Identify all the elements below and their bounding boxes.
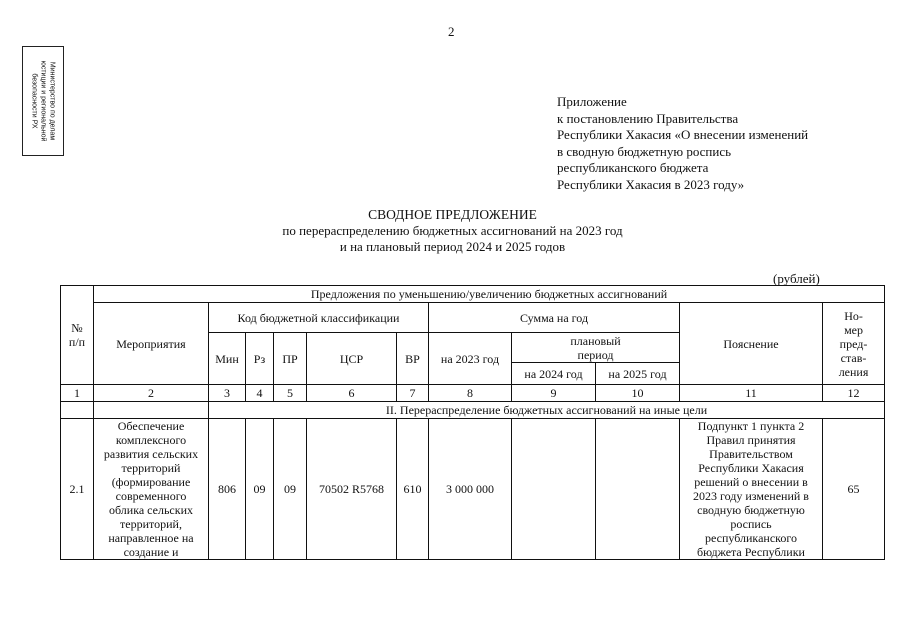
column-number-cell: 9 [512, 385, 596, 402]
appendix-line: республиканского бюджета [557, 160, 709, 175]
appendix-line: Приложение [557, 94, 627, 109]
header-note: Пояснение [680, 303, 823, 385]
budget-table [60, 285, 885, 560]
appendix-line: к постановлению Правительства [557, 110, 739, 126]
header-csr: ЦСР [307, 333, 397, 385]
column-number-cell: 11 [680, 385, 823, 402]
header-proposals: Предложения по уменьшению/увеличению бюджетных ассигнований [94, 286, 885, 303]
column-number-cell: 5 [274, 385, 307, 402]
row-sum-2023: 3 000 000 [429, 419, 512, 560]
row-number: 2.1 [61, 419, 94, 560]
header-2024: на 2024 год [512, 363, 596, 385]
row-min: 806 [209, 419, 246, 560]
row-vr: 610 [397, 419, 429, 560]
stamp-text: Министерство по делам юстиции и региональной безопасности РХ [30, 60, 56, 142]
column-number-cell: 6 [307, 385, 397, 402]
header-2025: на 2025 год [596, 363, 680, 385]
row-sum-2024 [512, 419, 596, 560]
row-csr: 70502 R5768 [307, 419, 397, 560]
section-spacer-num [61, 402, 94, 419]
header-rz: Рз [246, 333, 274, 385]
header-sum-per-year: Сумма на год [429, 303, 680, 333]
column-number-cell: 1 [61, 385, 94, 402]
document-subtitle: по перераспределению бюджетных ассигнований на 2023 год [282, 223, 623, 238]
row-note: Подпункт 1 пункта 2 Правил принятия Правительством Республики Хакасия решений о внесении в 2023 году изменений в сводную бюджетную роспись республиканского бюджета Республики [680, 419, 823, 560]
header-event: Мероприятия [94, 303, 209, 385]
column-number-cell: 8 [429, 385, 512, 402]
page-number: 2 [448, 24, 455, 39]
column-number-cell: 2 [94, 385, 209, 402]
row-rz: 09 [246, 419, 274, 560]
header-pr: ПР [274, 333, 307, 385]
document-subtitle-period: и на плановый период 2024 и 2025 годов [339, 239, 566, 254]
appendix-header [557, 94, 808, 193]
section-spacer-event [94, 402, 209, 419]
column-number-cell: 10 [596, 385, 680, 402]
row-submission-number: 65 [823, 419, 885, 560]
column-number-cell: 12 [823, 385, 885, 402]
registration-stamp [22, 46, 64, 156]
header-budget-code: Код бюджетной классификации [209, 303, 429, 333]
header-min: Мин [209, 333, 246, 385]
appendix-line: Республики Хакасия «О внесении изменений [557, 127, 809, 142]
row-pr: 09 [274, 419, 307, 560]
column-number-cell: 3 [209, 385, 246, 402]
header-vr: ВР [397, 333, 429, 385]
header-number-col: № п/п [61, 286, 94, 385]
units-label: (рублей) [773, 271, 820, 286]
document-title: СВОДНОЕ ПРЕДЛОЖЕНИЕ [368, 207, 537, 222]
appendix-line: Республики Хакасия в 2023 году» [557, 176, 745, 192]
header-2023: на 2023 год [429, 333, 512, 385]
column-number-cell: 4 [246, 385, 274, 402]
header-planning-period: плановый период [512, 333, 680, 363]
row-sum-2025 [596, 419, 680, 560]
column-number-cell: 7 [397, 385, 429, 402]
section-heading: II. Перераспределение бюджетных ассигнований на иные цели [209, 402, 885, 419]
row-event: Обеспечение комплексного развития сельских территорий (формирование современного облика сельских территорий, направленное на создание и [94, 419, 209, 560]
header-submission-number: Но- мер пред- став- ления [823, 303, 885, 385]
appendix-line: в сводную бюджетную роспись [557, 143, 732, 159]
